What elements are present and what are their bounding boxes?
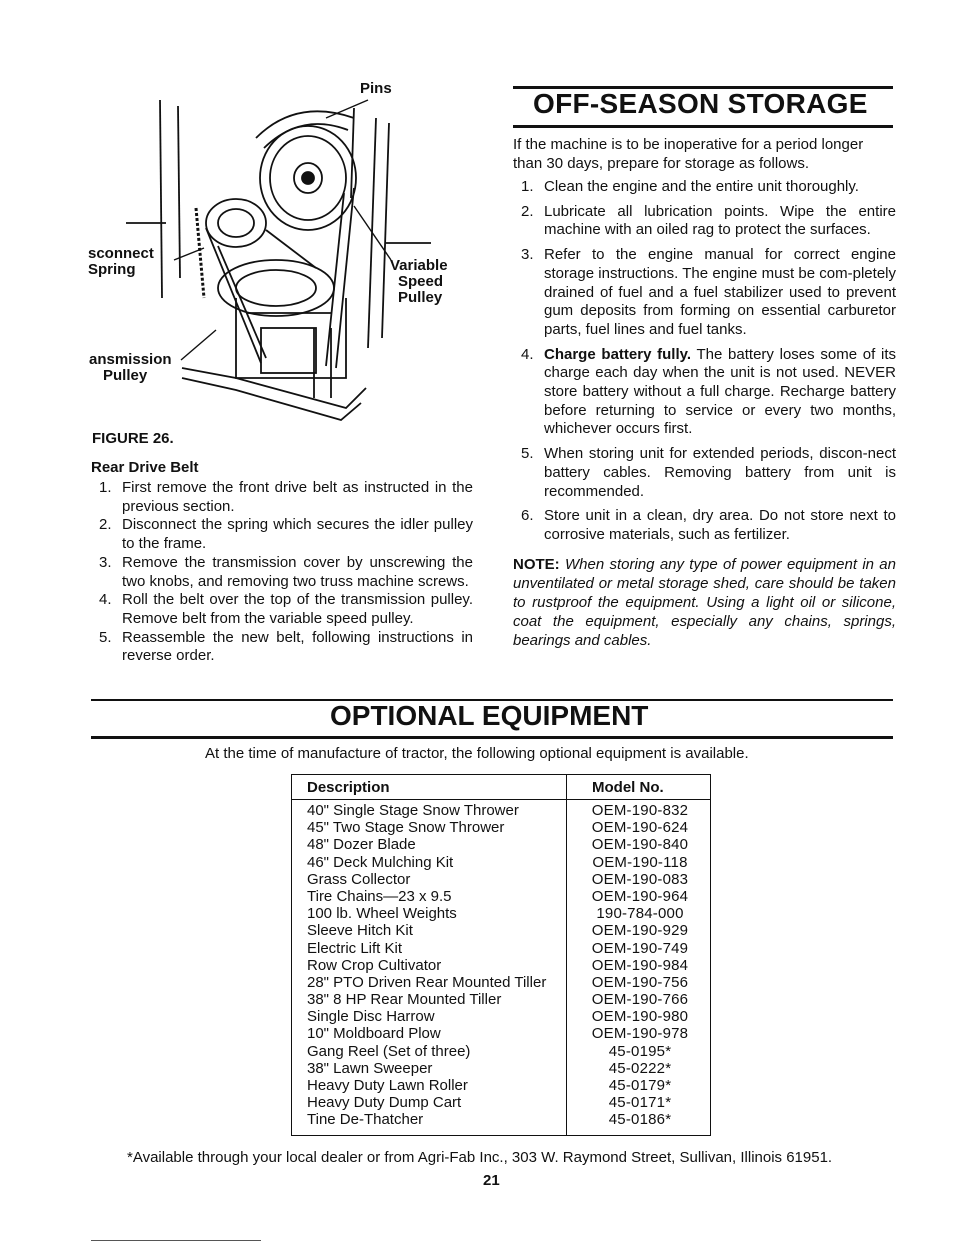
list-item: 6. Store unit in a clean, dry area. Do not store next to corrosive materials, such as fertilizer. — [521, 507, 896, 543]
storage-steps — [513, 178, 896, 551]
table-row: 40" Single Stage Snow Thrower OEM-190-832 — [307, 802, 689, 819]
label-variable-speed-pulley-line3: Pulley — [398, 289, 443, 306]
table-row: 46" Deck Mulching Kit OEM-190-118 — [307, 853, 688, 871]
figure-caption: FIGURE 26. — [92, 430, 174, 447]
optional-equipment-table — [291, 774, 711, 1136]
list-item: 3. Refer to the engine manual for correct engine storage instructions. The engine must be com-pletely drained of fuel and a fuel stabilizer used to prevent gum deposits from forming on essential carburetor parts, fuel lines and fuel tanks. — [521, 246, 896, 338]
table-body — [292, 802, 710, 1129]
page-number: 21 — [483, 1172, 500, 1189]
header-divider — [292, 799, 710, 800]
list-item: 5. Reassemble the new belt, following instructions in reverse order. — [99, 628, 473, 665]
label-variable-speed-pulley-line1: Variable — [390, 257, 448, 274]
table-row: 38" Lawn Sweeper 45-0222* — [307, 1059, 672, 1077]
table-row: Tine De-Thatcher 45-0186* — [307, 1111, 672, 1129]
table-row: Gang Reel (Set of three) 45-0195* — [307, 1042, 672, 1060]
list-item: 1. Clean the engine and the entire unit thoroughly. — [521, 178, 859, 195]
rear-drive-belt-steps — [91, 479, 473, 666]
table-row: Tire Chains—23 x 9.5 OEM-190-964 — [307, 887, 689, 905]
label-pins: Pins — [360, 80, 392, 97]
table-row: Electric Lift Kit OEM-190-749 — [307, 939, 689, 957]
table-row: Heavy Duty Dump Cart 45-0171* — [307, 1094, 672, 1112]
section-rule-bottom — [513, 125, 893, 128]
label-disconnect-spring-line1: sconnect — [88, 245, 154, 262]
list-item: 4. Charge battery fully. The battery loses some of its charge each day when the unit is not used. NEVER store battery without a full charge. Recharge battery before returning to service or every two months, whichever occurs first. — [521, 345, 896, 438]
list-item: 1. First remove the front drive belt as instructed in the previous section. — [99, 479, 473, 515]
optional-equipment-heading: OPTIONAL EQUIPMENT — [330, 700, 649, 731]
label-disconnect-spring-line2: Spring — [88, 261, 136, 278]
label-variable-speed-pulley-line2: Speed — [398, 273, 444, 290]
list-item: 4. Roll the belt over the top of the transmission pulley. Remove belt from the variable speed pulley. — [99, 591, 473, 627]
rear-drive-belt-heading: Rear Drive Belt — [91, 459, 199, 476]
table-row: 28" PTO Driven Rear Mounted Tiller OEM-190-756 — [307, 973, 689, 991]
charge-battery-emphasis: Charge battery fully. — [544, 345, 692, 363]
table-row: Grass Collector OEM-190-083 — [307, 870, 689, 888]
off-season-storage-heading: OFF-SEASON STORAGE — [533, 88, 868, 119]
column-header-description: Description — [307, 779, 390, 796]
storage-intro-paragraph: If the machine is to be inoperative for a period longer than 30 days, prepare for storage as follows. — [513, 136, 864, 172]
list-item: 2. Disconnect the spring which secures the idler pulley to the frame. — [99, 516, 473, 553]
storage-note — [513, 555, 896, 650]
table-row: 48" Dozer Blade OEM-190-840 — [307, 836, 689, 854]
note-text: When storing any type of power equipment in an unventilated or metal storage shed, care should be taken to rustproof the equipment. Using a light oil or silicone, coat the equipment, especially any chains, springs, bearings and cables. — [513, 556, 896, 649]
column-header-model: Model No. — [592, 779, 664, 796]
list-item: 5. When storing unit for extended periods, discon-nect battery cables. Removing battery from unit is recommended. — [521, 445, 896, 500]
table-row: 45" Two Stage Snow Thrower OEM-190-624 — [307, 819, 689, 837]
label-transmission-pulley-line1: ansmission — [89, 351, 172, 368]
table-row: 38" 8 HP Rear Mounted Tiller OEM-190-766 — [307, 991, 689, 1009]
list-item: 3. Remove the transmission cover by unscrewing the two knobs, and removing two truss machine screws. — [99, 553, 473, 590]
table-row: Heavy Duty Lawn Roller 45-0179* — [307, 1077, 672, 1094]
bottom-rule — [91, 1240, 261, 1241]
note-label: NOTE: — [513, 556, 560, 573]
table-row: 100 lb. Wheel Weights 190-784-000 — [307, 905, 684, 923]
section-rule-bottom — [91, 736, 893, 739]
optional-equipment-intro: At the time of manufacture of tractor, the following optional equipment is available. — [205, 745, 749, 762]
table-row: Single Disc Harrow OEM-190-980 — [307, 1008, 689, 1026]
table-row: Sleeve Hitch Kit OEM-190-929 — [307, 922, 689, 940]
table-row: Row Crop Cultivator OEM-190-984 — [307, 956, 689, 974]
label-transmission-pulley-line2: Pulley — [103, 367, 148, 384]
list-item: 2. Lubricate all lubrication points. Wipe the entire machine with an oiled rag to protect the surfaces. — [521, 202, 896, 239]
figure-26-drive-belt-diagram — [86, 78, 466, 438]
availability-footnote: *Available through your local dealer or from Agri-Fab Inc., 303 W. Raymond Street, Sullivan, Illinois 61951. — [127, 1149, 833, 1166]
table-row: 10" Moldboard Plow OEM-190-978 — [307, 1025, 689, 1043]
